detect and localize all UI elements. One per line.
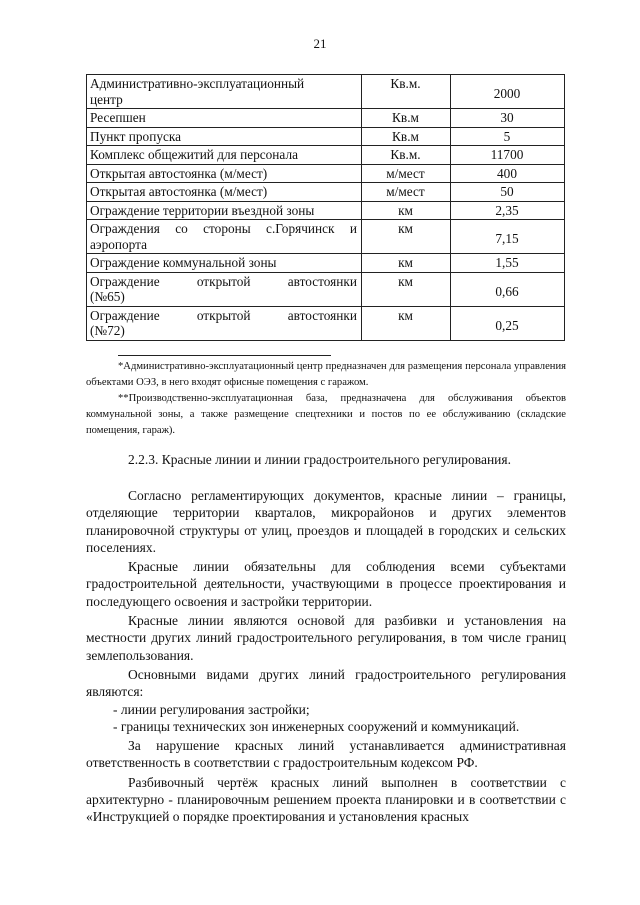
- row-value: 30: [451, 109, 565, 128]
- row-unit: м/мест: [362, 164, 451, 183]
- row-name: Открытая автостоянка (м/мест): [87, 164, 362, 183]
- page-number: 21: [313, 36, 327, 51]
- row-name: Пункт пропуска: [87, 127, 362, 146]
- row-name: (№65): [90, 289, 125, 304]
- table-row: [87, 75, 565, 109]
- row-value: 400: [451, 164, 565, 183]
- row-value: 50: [451, 183, 565, 202]
- row-unit: км: [362, 272, 451, 306]
- row-value: 2,35: [451, 201, 565, 220]
- row-unit: км: [362, 201, 451, 220]
- row-unit: Кв.м.: [362, 146, 451, 165]
- row-name: аэропорта: [90, 236, 148, 252]
- row-unit: Кв.м: [362, 127, 451, 146]
- row-unit: км: [362, 254, 451, 273]
- table-row: [87, 272, 565, 306]
- list-item: - линии регулирования застройки;: [113, 701, 310, 717]
- row-name: Ограждения со стороны с.Горячинск и: [90, 221, 357, 236]
- paragraph: Основными видами других линий градостроительного регулирования являются:: [86, 666, 566, 700]
- row-name: (№72): [90, 323, 125, 338]
- row-value: 0,25: [451, 306, 565, 340]
- specification-table: [86, 74, 565, 341]
- row-value: 0,66: [451, 272, 565, 306]
- paragraph: За нарушение красных линий устанавливается административная ответственность в соответствии с градостроительным кодексом РФ.: [86, 738, 566, 771]
- row-name: Ресепшен: [87, 109, 362, 128]
- body-text: [86, 487, 566, 826]
- table-row: [87, 306, 565, 340]
- paragraph: Красные линии обязательны для соблюдения всеми субъектами градостроительной деятельности, участвующими в процессе проектирования и последующего освоения и застройки территории.: [86, 559, 566, 609]
- row-unit: км: [362, 306, 451, 340]
- row-name: Ограждение открытой автостоянки: [90, 307, 357, 323]
- table-row: [87, 109, 565, 128]
- footnote: **Производственно-эксплуатационная база, предназначена для обслуживания объектов коммунальной зоны, а также размещение спецтехники и постов по ее обслуживанию (складские помещения, гараж).: [86, 393, 566, 436]
- row-unit: м/мест: [362, 183, 451, 202]
- section-heading: 2.2.3. Красные линии и линии градостроительного регулирования.: [128, 452, 511, 467]
- row-unit: км: [362, 220, 451, 254]
- row-name: Ограждение территории въездной зоны: [87, 201, 362, 220]
- row-name: Комплекс общежитий для персонала: [87, 146, 362, 165]
- table-row: [87, 220, 565, 254]
- table-row: [87, 164, 565, 183]
- row-value: 1,55: [451, 254, 565, 273]
- table-row: [87, 183, 565, 202]
- paragraph: Разбивочный чертёж красных линий выполнен в соответствии с архитектурно - планировочным решением проекта планировки и в соответствии с «Инструкцией о порядке проектирования и установления красных: [86, 774, 566, 825]
- footnote-divider: [118, 355, 331, 356]
- paragraph: Красные линии являются основой для разбивки и установления на местности других линий градостроительного регулирования, в том числе границ землепользования.: [86, 613, 566, 663]
- row-value: 2000: [451, 75, 565, 109]
- row-value: 5: [451, 127, 565, 146]
- row-value: 11700: [451, 146, 565, 165]
- row-value: 7,15: [451, 220, 565, 254]
- table-row: [87, 146, 565, 165]
- table-row: [87, 127, 565, 146]
- row-unit: Кв.м.: [362, 75, 451, 109]
- row-name: Ограждение открытой автостоянки: [90, 273, 357, 289]
- row-unit: Кв.м: [362, 109, 451, 128]
- paragraph: Согласно регламентирующих документов, красные линии – границы, отделяющие территории кварталов, микрорайонов и других элементов планировочной структуры от улиц, проездов и площадей в городских и сельских поселениях.: [86, 488, 566, 555]
- table-row: [87, 254, 565, 273]
- table-row: [87, 201, 565, 220]
- list-item: - границы технических зон инженерных сооружений и коммуникаций.: [113, 718, 520, 734]
- row-name: Открытая автостоянка (м/мест): [87, 183, 362, 202]
- row-name: Административно-эксплуатационный: [90, 76, 305, 91]
- footnotes: [86, 359, 566, 439]
- row-name: центр: [90, 91, 123, 107]
- row-name: Ограждение коммунальной зоны: [87, 254, 362, 273]
- footnote: *Административно-эксплуатационный центр предназначен для размещения персонала управления объектами ОЭЗ, в него входят офисные помещения с гаражом.: [86, 361, 566, 388]
